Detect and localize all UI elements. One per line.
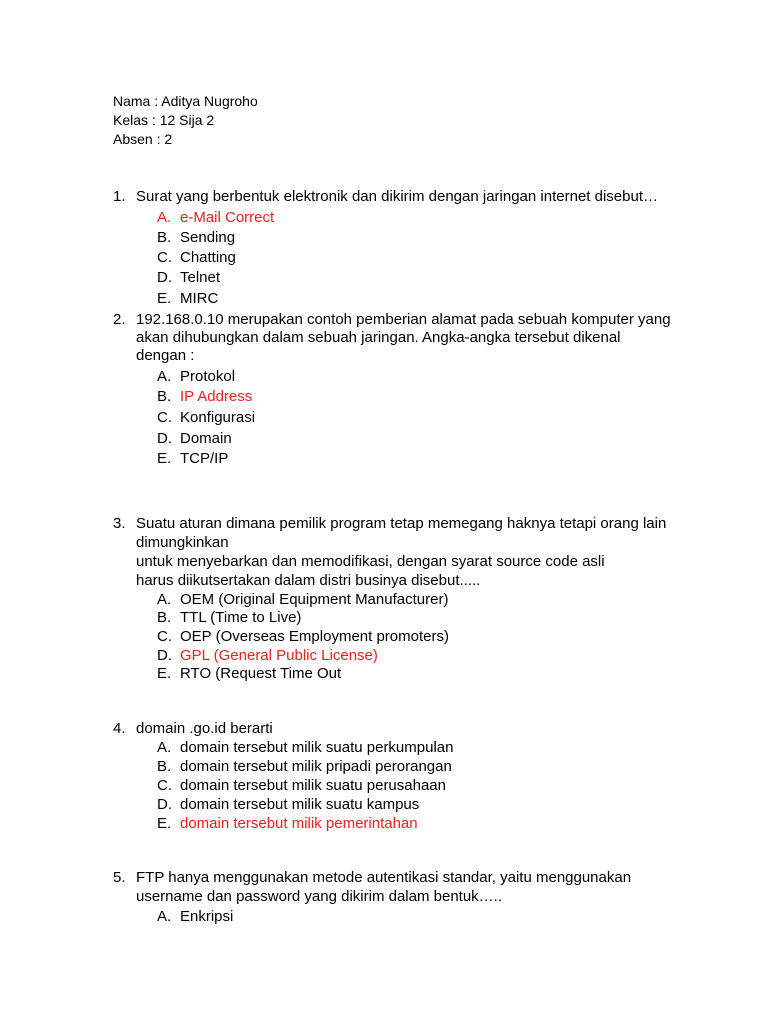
option-text: OEM (Original Equipment Manufacturer) xyxy=(180,591,449,608)
question-number: 3. xyxy=(113,515,126,532)
option-letter: C. xyxy=(157,628,172,645)
option-letter: E. xyxy=(157,450,172,467)
question-text-line: 192.168.0.10 merupakan contoh pemberian alamat pada sebuah komputer yang xyxy=(136,311,671,328)
option-letter: A. xyxy=(157,591,172,608)
option-letter: E. xyxy=(157,815,172,832)
option-text-correct: domain tersebut milik pemerintahan xyxy=(180,815,418,832)
student-name: Nama : Aditya Nugroho xyxy=(113,93,258,109)
question-text-line: Surat yang berbentuk elektronik dan dikirim dengan jaringan internet disebut… xyxy=(136,188,658,205)
question-text-line: harus diikutsertakan dalam distri businya disebut..... xyxy=(136,572,481,589)
option-letter: C. xyxy=(157,777,172,794)
question-number: 2. xyxy=(113,311,126,328)
option-letter: B. xyxy=(157,229,172,246)
question-text-line: username dan password yang dikirim dalam bentuk….. xyxy=(136,888,503,905)
option-letter: B. xyxy=(157,609,172,626)
question-text-line: dimungkinkan xyxy=(136,534,229,551)
student-class: Kelas : 12 Sija 2 xyxy=(113,112,215,128)
option-text: RTO (Request Time Out xyxy=(180,665,342,682)
option-letter: D. xyxy=(157,430,172,447)
option-text: domain tersebut milik suatu perusahaan xyxy=(180,777,446,794)
option-text: Protokol xyxy=(180,368,236,385)
option-text-correct: IP Address xyxy=(180,388,253,405)
option-text: Chatting xyxy=(180,249,236,266)
question-text-line: untuk menyebarkan dan memodifikasi, dengan syarat source code asli xyxy=(136,553,605,570)
option-letter: D. xyxy=(157,647,172,664)
option-text: domain tersebut milik pripadi perorangan xyxy=(180,758,452,775)
question-text-line: Suatu aturan dimana pemilik program tetap memegang haknya tetapi orang lain xyxy=(136,515,667,532)
option-text: MIRC xyxy=(180,290,219,307)
question-text-line: FTP hanya menggunakan metode autentikasi standar, yaitu menggunakan xyxy=(136,869,632,886)
question-text-line: domain .go.id berarti xyxy=(136,720,273,737)
option-text: TTL (Time to Live) xyxy=(180,609,302,626)
option-text-correct: GPL (General Public License) xyxy=(180,647,378,664)
option-text: Enkripsi xyxy=(180,908,234,925)
option-letter: A. xyxy=(157,739,172,756)
option-text-correct: e-Mail Correct xyxy=(180,209,275,226)
option-text: OEP (Overseas Employment promoters) xyxy=(180,628,449,645)
option-text: Domain xyxy=(180,430,232,447)
option-text: Sending xyxy=(180,229,236,246)
option-letter: A. xyxy=(157,209,172,226)
option-letter: C. xyxy=(157,249,172,266)
option-letter: E. xyxy=(157,665,172,682)
option-letter: A. xyxy=(157,368,172,385)
question-number: 1. xyxy=(113,188,126,205)
option-letter: B. xyxy=(157,758,172,775)
question-number: 5. xyxy=(113,869,126,886)
option-text: domain tersebut milik suatu kampus xyxy=(180,796,420,813)
option-letter: D. xyxy=(157,269,172,286)
option-letter: B. xyxy=(157,388,172,405)
question-text-line: akan dihubungkan dalam sebuah jaringan. Angka-angka tersebut dikenal xyxy=(136,329,621,346)
option-text: TCP/IP xyxy=(180,450,229,467)
question-text-line: dengan : xyxy=(136,347,195,364)
option-text: domain tersebut milik suatu perkumpulan xyxy=(180,739,454,756)
student-number: Absen : 2 xyxy=(113,131,173,147)
option-text: Konfigurasi xyxy=(180,409,256,426)
option-letter: D. xyxy=(157,796,172,813)
option-letter: E. xyxy=(157,290,172,307)
option-letter: A. xyxy=(157,908,172,925)
question-number: 4. xyxy=(113,720,126,737)
option-text: Telnet xyxy=(180,269,221,286)
option-letter: C. xyxy=(157,409,172,426)
